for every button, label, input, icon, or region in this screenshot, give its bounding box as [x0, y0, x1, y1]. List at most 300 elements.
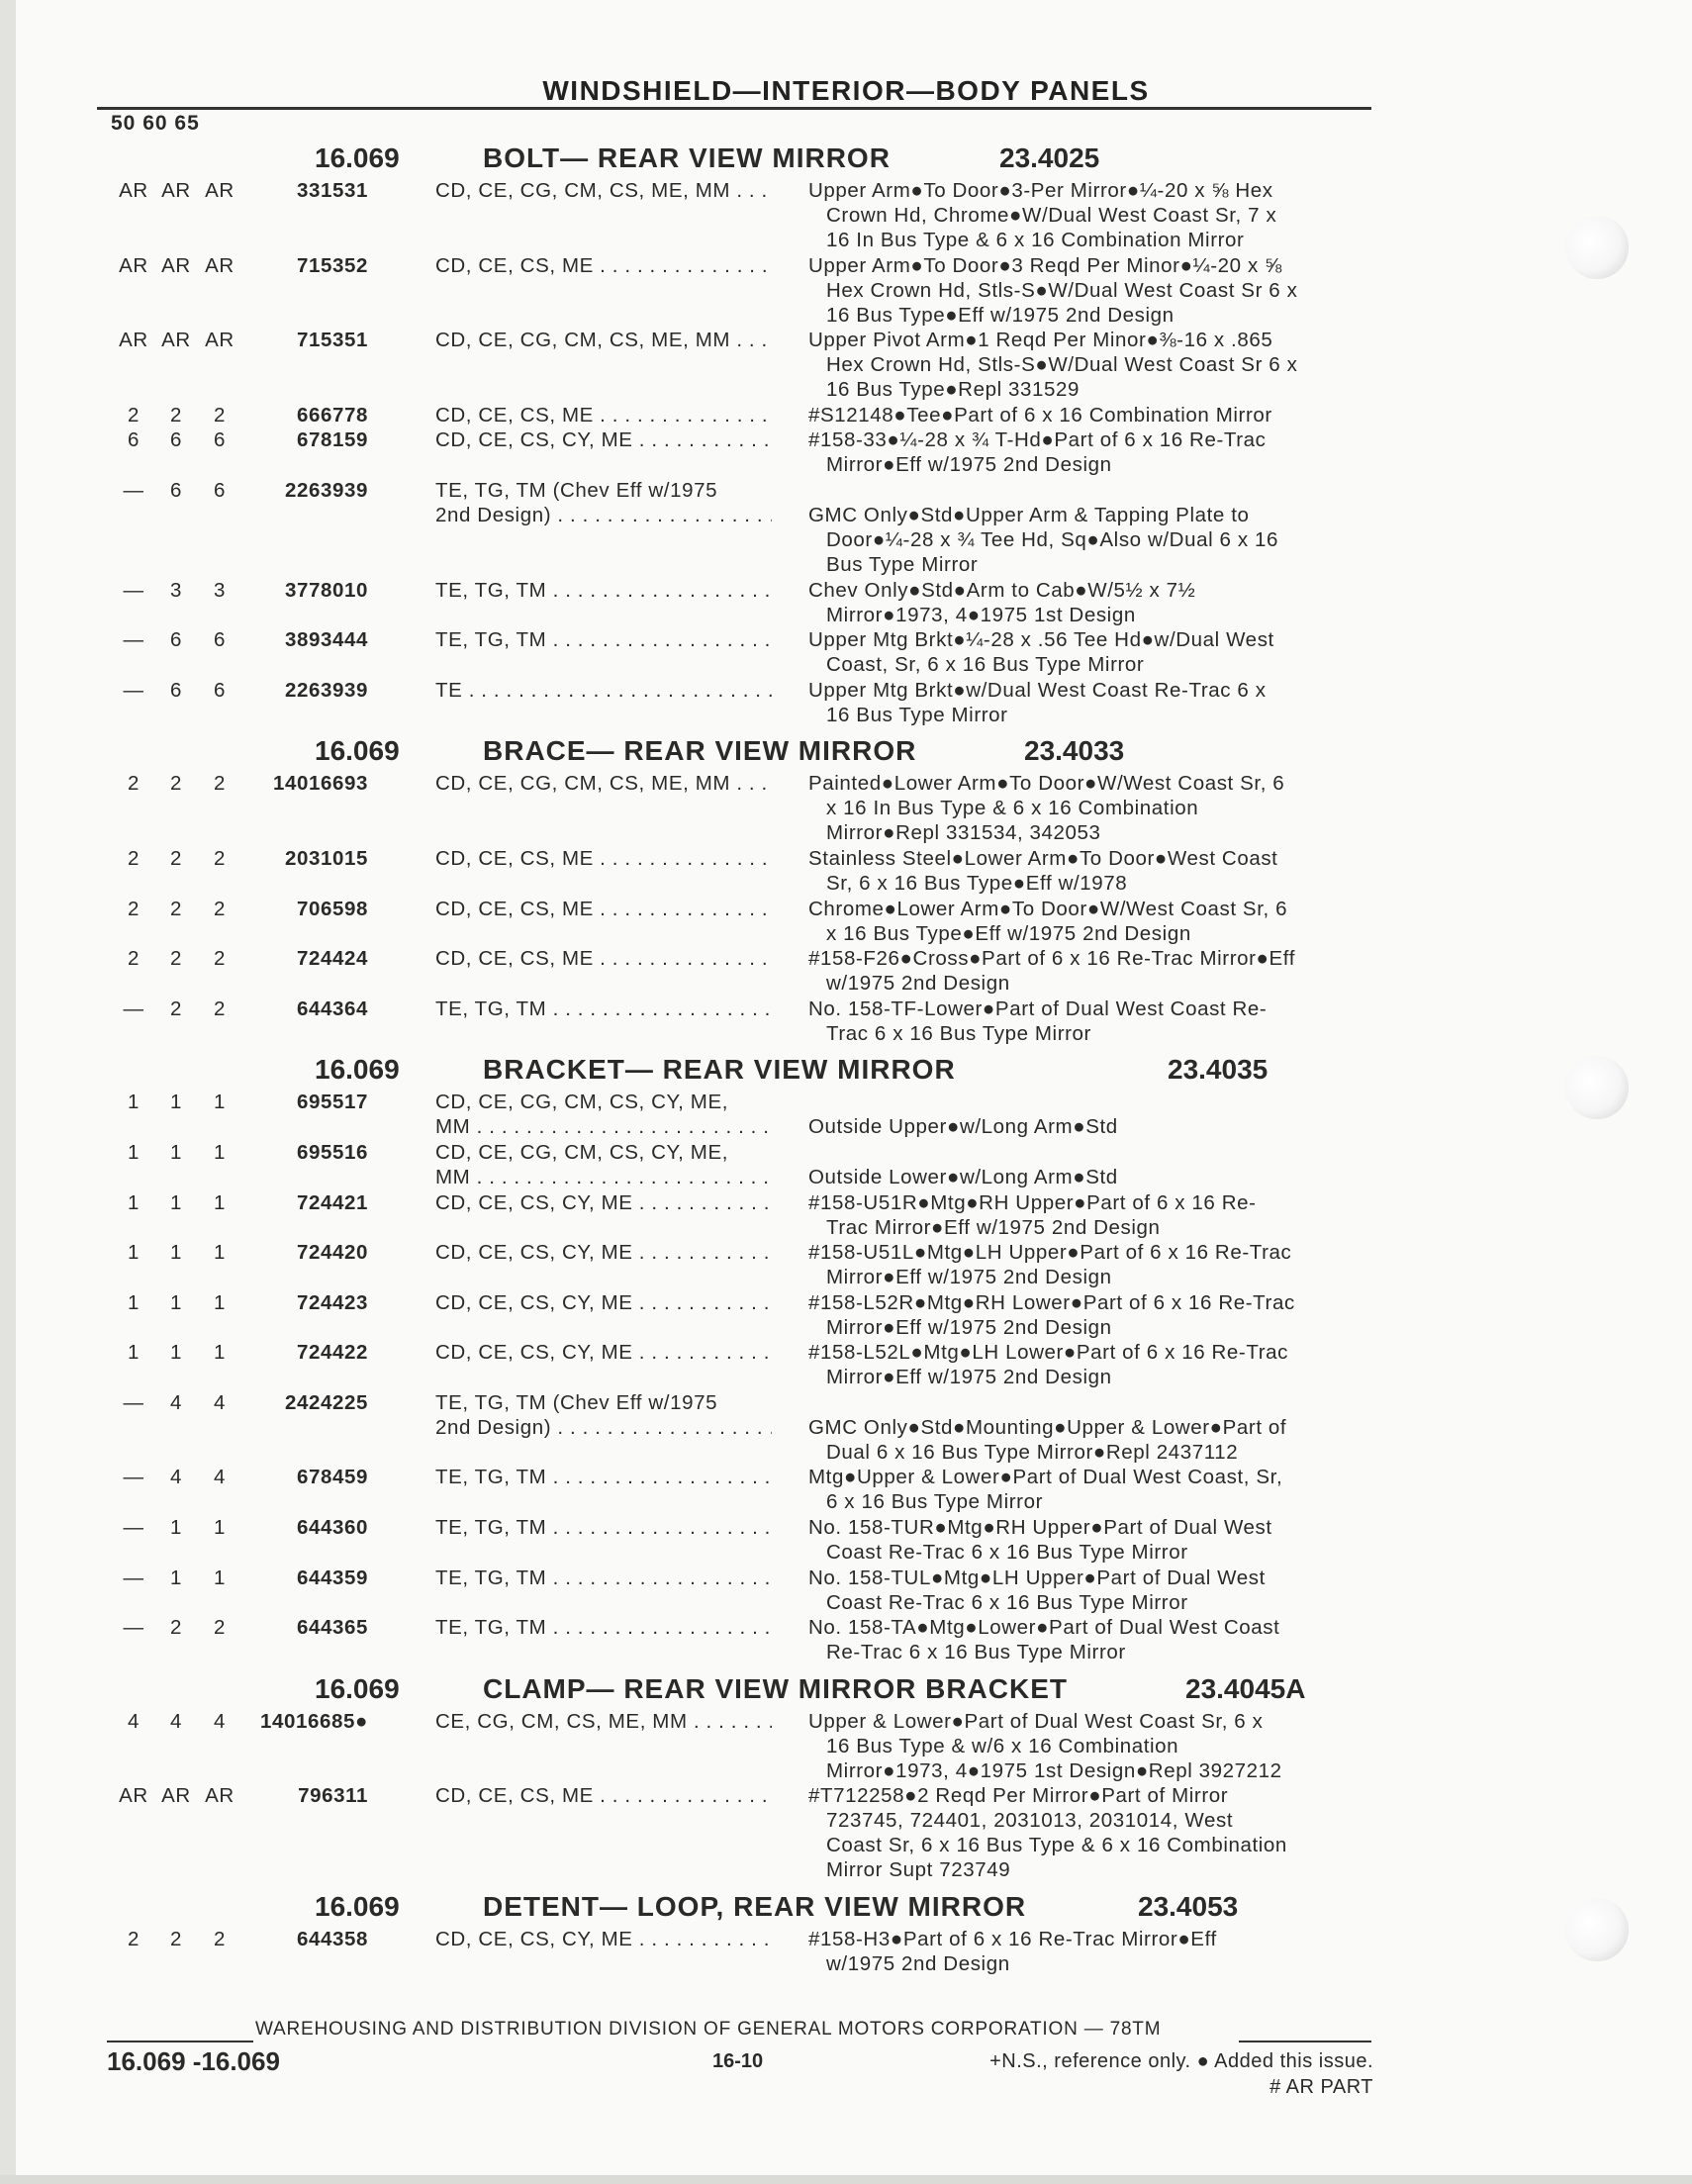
- section-number: 16.069: [315, 1891, 400, 1923]
- quantity-cell: 6: [169, 628, 182, 652]
- section-name: BOLT— REAR VIEW MIRROR: [483, 142, 891, 173]
- model-codes: [435, 1190, 772, 1215]
- part-description: [808, 427, 1377, 477]
- description-line: Upper & Lower●Part of Dual West Coast Sr, 6 x: [808, 1709, 1264, 1733]
- part-number: 715352: [296, 253, 368, 277]
- part-row: [0, 1340, 1692, 1390]
- description-line: #158-H3●Part of 6 x 16 Re-Trac Mirror●Eff: [808, 1928, 1217, 1951]
- part-row: [0, 253, 1692, 329]
- part-number: 644359: [296, 1566, 368, 1589]
- quantity-cell: 1: [127, 1341, 140, 1365]
- description-line: Mirror●Eff w/1975 2nd Design: [826, 1315, 1112, 1339]
- part-number: 724424: [296, 947, 368, 971]
- part-number: 706598: [296, 897, 368, 920]
- description-line: [808, 1390, 1377, 1415]
- quantity-cell: 1: [169, 1190, 182, 1214]
- description-line: Painted●Lower Arm●To Door●W/West Coast Sr, 6: [808, 772, 1285, 796]
- quantity-cell: 1: [213, 1341, 226, 1365]
- description-line: 16 Bus Type & w/6 x 16 Combination: [826, 1734, 1179, 1757]
- part-row: [0, 771, 1692, 846]
- part-description: [808, 846, 1377, 896]
- quantity-cell: 1: [169, 1140, 182, 1164]
- part-row: [0, 427, 1692, 478]
- model-codes-line: CD, CE, CG, CM, CS, CY, ME,: [435, 1140, 729, 1164]
- description-line: Upper Arm●To Door●3 Reqd Per Minor●¼-20 x ⅝: [808, 253, 1282, 277]
- model-codes: [435, 1709, 772, 1734]
- quantity-cell: —: [123, 1466, 144, 1489]
- part-description: [808, 578, 1377, 627]
- quantity-cell: 6: [169, 678, 182, 702]
- part-description: [808, 1190, 1377, 1240]
- page-number: 16-10: [712, 2050, 764, 2072]
- part-number: 3893444: [284, 628, 368, 652]
- quantity-cell: 3: [169, 578, 182, 602]
- section-number: 16.069: [315, 1672, 400, 1704]
- quantity-cell: 2: [169, 997, 182, 1020]
- description-line: x 16 In Bus Type & 6 x 16 Combination: [826, 797, 1199, 820]
- part-description: [808, 1340, 1377, 1389]
- model-codes: [435, 897, 772, 921]
- description-line: Upper Arm●To Door●3-Per Mirror●¼-20 x ⅝ Hex: [808, 179, 1273, 202]
- description-line: w/1975 2nd Design: [826, 1952, 1010, 1976]
- description-line: Trac 6 x 16 Bus Type Mirror: [826, 1021, 1091, 1045]
- quantity-cell: AR: [161, 179, 191, 202]
- part-description: [808, 1615, 1377, 1664]
- quantity-cell: 1: [169, 1241, 182, 1265]
- quantity-cell: 1: [127, 1140, 140, 1164]
- description-line: Chev Only●Std●Arm to Cab●W/5½ x 7½: [808, 578, 1196, 602]
- part-number: 666778: [296, 403, 368, 427]
- footer-range: 16.069 -16.069: [107, 2046, 280, 2076]
- quantity-cell: 6: [213, 428, 226, 452]
- model-codes: [435, 427, 772, 452]
- part-row: [0, 1927, 1692, 1977]
- part-row: [0, 1465, 1692, 1515]
- punch-hole: [1565, 1898, 1629, 1961]
- quantity-cell: 1: [169, 1341, 182, 1365]
- part-description: [808, 253, 1377, 328]
- quantity-cell: 4: [169, 1709, 182, 1733]
- quantity-cell: 4: [169, 1390, 182, 1414]
- quantity-cell: 1: [213, 1516, 226, 1540]
- description-line: Mtg●Upper & Lower●Part of Dual West Coast, Sr,: [808, 1466, 1283, 1489]
- model-codes-line: CD, CE, CS, ME . . .: [435, 253, 772, 278]
- model-codes-line: CD, CE, CS, ME . . .: [435, 897, 772, 921]
- quantity-cell: AR: [119, 253, 148, 277]
- description-line: Upper Pivot Arm●1 Reqd Per Minor●⅜-16 x .865: [808, 329, 1273, 352]
- model-codes: [435, 478, 772, 527]
- model-codes: [435, 328, 772, 352]
- quantity-cell: 1: [127, 1190, 140, 1214]
- part-description: [808, 178, 1377, 252]
- description-line: Door●¼-28 x ¾ Tee Hd, Sq●Also w/Dual 6 x 16: [826, 527, 1278, 551]
- description-line: Mirror●1973, 4●1975 1st Design●Repl 3927212: [826, 1758, 1282, 1782]
- section-code: 23.4025: [999, 142, 1100, 173]
- description-line: Dual 6 x 16 Bus Type Mirror●Repl 2437112: [826, 1440, 1239, 1464]
- model-codes-line: CD, CE, CS, ME . . .: [435, 403, 772, 427]
- part-row: [0, 328, 1692, 403]
- footer-rule-right: [1239, 2041, 1371, 2042]
- model-codes: [435, 1927, 772, 1951]
- model-codes: [435, 1566, 772, 1590]
- model-codes-line: CD, CE, CS, CY, ME . . .: [435, 1190, 772, 1215]
- model-codes-line: CD, CE, CS, CY, ME . . .: [435, 427, 772, 452]
- model-codes-line: CD, CE, CS, CY, ME . . .: [435, 1927, 772, 1951]
- model-codes: [435, 997, 772, 1021]
- model-codes: [435, 1240, 772, 1265]
- quantity-cell: 2: [169, 897, 182, 920]
- quantity-cell: 2: [169, 846, 182, 870]
- description-line: No. 158-TUL●Mtg●LH Upper●Part of Dual West: [808, 1566, 1266, 1589]
- model-codes: [435, 1465, 772, 1489]
- legend-note: +N.S., reference only. ● Added this issue.: [989, 2050, 1373, 2072]
- part-number: 644364: [296, 997, 368, 1020]
- model-codes-line: MM . . .: [435, 1165, 772, 1189]
- model-year-header: 50 60 65: [111, 112, 200, 135]
- part-description: [808, 627, 1377, 677]
- description-line: #158-L52R●Mtg●RH Lower●Part of 6 x 16 Re-Trac: [808, 1290, 1295, 1314]
- part-number: 14016685●: [260, 1709, 368, 1733]
- section-header: [0, 1887, 1692, 1927]
- punch-hole: [1565, 216, 1629, 279]
- model-codes: [435, 946, 772, 971]
- part-description: [808, 1783, 1377, 1882]
- page-title: WINDSHIELD—INTERIOR—BODY PANELS: [542, 75, 1150, 106]
- part-description: [808, 1390, 1377, 1465]
- model-codes-line: CD, CE, CS, CY, ME . . .: [435, 1290, 772, 1315]
- quantity-cell: 1: [213, 1241, 226, 1265]
- description-line: Coast, Sr, 6 x 16 Bus Type Mirror: [826, 653, 1145, 677]
- description-line: GMC Only●Std●Mounting●Upper & Lower●Part of: [808, 1415, 1287, 1439]
- part-description: [808, 1465, 1377, 1514]
- description-line: Outside Lower●w/Long Arm●Std: [808, 1165, 1118, 1188]
- quantity-cell: AR: [119, 179, 148, 202]
- part-row: [0, 1140, 1692, 1190]
- quantity-cell: 6: [213, 678, 226, 702]
- quantity-cell: 2: [169, 947, 182, 971]
- quantity-cell: 1: [169, 1566, 182, 1589]
- model-codes-line: TE, TG, TM . . .: [435, 627, 772, 652]
- description-line: Mirror●Eff w/1975 2nd Design: [826, 1266, 1112, 1289]
- part-number: 644360: [296, 1516, 368, 1540]
- quantity-cell: —: [123, 997, 144, 1020]
- description-line: Hex Crown Hd, Stls-S●W/Dual West Coast Sr 6 x: [826, 353, 1298, 377]
- model-codes-line: CD, CE, CS, ME . . .: [435, 946, 772, 971]
- part-description: [808, 1566, 1377, 1615]
- part-row: [0, 1615, 1692, 1665]
- quantity-cell: 2: [127, 897, 140, 920]
- part-row: [0, 997, 1692, 1047]
- part-row: [0, 1515, 1692, 1566]
- part-number: 2031015: [284, 846, 368, 870]
- part-description: [808, 1515, 1377, 1565]
- model-codes-line: CD, CE, CS, CY, ME . . .: [435, 1340, 772, 1365]
- description-line: Bus Type Mirror: [826, 552, 979, 576]
- section-number: 16.069: [315, 142, 400, 173]
- part-row: [0, 578, 1692, 628]
- model-codes-line: TE, TG, TM . . .: [435, 997, 772, 1021]
- quantity-cell: AR: [119, 1784, 148, 1808]
- quantity-cell: 1: [169, 1091, 182, 1114]
- quantity-cell: 2: [127, 846, 140, 870]
- quantity-cell: 2: [213, 846, 226, 870]
- part-number: 715351: [296, 329, 368, 352]
- model-codes-line: TE, TG, TM . . .: [435, 578, 772, 603]
- model-codes: [435, 1140, 772, 1189]
- model-codes-line: CD, CE, CS, ME . . .: [435, 846, 772, 871]
- part-row: [0, 897, 1692, 947]
- part-description: [808, 403, 1377, 427]
- description-line: Mirror●Eff w/1975 2nd Design: [826, 1366, 1112, 1389]
- quantity-cell: 6: [169, 428, 182, 452]
- description-line: 16 Bus Type●Repl 331529: [826, 378, 1081, 402]
- model-codes-line: CD, CE, CG, CM, CS, CY, ME,: [435, 1091, 729, 1114]
- part-number: 678159: [296, 428, 368, 452]
- part-number: 724421: [296, 1190, 368, 1214]
- description-line: 16 In Bus Type & 6 x 16 Combination Mirror: [826, 229, 1245, 251]
- part-row: [0, 846, 1692, 897]
- part-number: 2263939: [284, 678, 368, 702]
- part-row: [0, 1190, 1692, 1241]
- description-line: No. 158-TUR●Mtg●RH Upper●Part of Dual West: [808, 1516, 1272, 1540]
- description-line: [808, 1140, 1377, 1165]
- quantity-cell: 2: [169, 1928, 182, 1951]
- description-line: Re-Trac 6 x 16 Bus Type Mirror: [826, 1641, 1126, 1664]
- part-number: 695516: [296, 1140, 368, 1164]
- quantity-cell: 1: [213, 1140, 226, 1164]
- model-codes: [435, 771, 772, 796]
- part-number: 644358: [296, 1928, 368, 1951]
- model-codes-line: CD, CE, CG, CM, CS, ME, MM . . .: [435, 328, 772, 352]
- model-codes-line: TE, TG, TM . . .: [435, 1615, 772, 1640]
- model-codes: [435, 1340, 772, 1365]
- part-row: [0, 403, 1692, 428]
- section-name: DETENT— LOOP, REAR VIEW MIRROR: [483, 1891, 1027, 1923]
- part-number: 724423: [296, 1290, 368, 1314]
- part-description: [808, 1140, 1377, 1189]
- model-codes-line: TE . . .: [435, 678, 772, 703]
- footer-legend: [989, 2048, 1373, 2100]
- description-line: #158-L52L●Mtg●LH Lower●Part of 6 x 16 Re-Trac: [808, 1341, 1288, 1365]
- section-number: 16.069: [315, 735, 400, 767]
- description-line: Stainless Steel●Lower Arm●To Door●West Coast: [808, 846, 1278, 870]
- description-line: #T712258●2 Reqd Per Mirror●Part of Mirror: [808, 1784, 1229, 1808]
- model-codes: [435, 178, 772, 203]
- description-line: #S12148●Tee●Part of 6 x 16 Combination Mirror: [808, 403, 1272, 427]
- model-codes: [435, 1615, 772, 1640]
- description-line: Mirror●Repl 331534, 342053: [826, 821, 1101, 845]
- description-line: w/1975 2nd Design: [826, 972, 1010, 996]
- legend-ar-part: # AR PART: [1269, 2076, 1373, 2098]
- part-row: [0, 1290, 1692, 1341]
- quantity-cell: AR: [205, 1784, 235, 1808]
- description-line: 16 Bus Type Mirror: [826, 703, 1008, 726]
- quantity-cell: 2: [213, 997, 226, 1020]
- model-codes-line: TE, TG, TM . . .: [435, 1515, 772, 1540]
- model-codes: [435, 1515, 772, 1540]
- model-codes: [435, 1390, 772, 1440]
- part-number: 724420: [296, 1241, 368, 1265]
- quantity-cell: AR: [119, 329, 148, 352]
- quantity-cell: 3: [213, 578, 226, 602]
- part-row: [0, 946, 1692, 997]
- part-row: [0, 1090, 1692, 1140]
- model-codes: [435, 1090, 772, 1139]
- parts-catalog: [0, 135, 1692, 1977]
- description-line: #158-F26●Cross●Part of 6 x 16 Re-Trac Mirror●Eff: [808, 947, 1296, 971]
- model-codes-line: CD, CE, CS, ME . . .: [435, 1783, 772, 1808]
- model-codes-line: CD, CE, CG, CM, CS, ME, MM . . .: [435, 771, 772, 796]
- section-name: BRACKET— REAR VIEW MIRROR: [483, 1054, 956, 1086]
- description-line: #158-U51R●Mtg●RH Upper●Part of 6 x 16 Re-: [808, 1190, 1257, 1214]
- description-line: Mirror●Eff w/1975 2nd Design: [826, 453, 1112, 477]
- quantity-cell: 4: [213, 1390, 226, 1414]
- quantity-cell: 2: [169, 772, 182, 796]
- model-codes: [435, 846, 772, 871]
- quantity-cell: 4: [127, 1709, 140, 1733]
- part-description: [808, 997, 1377, 1046]
- quantity-cell: 2: [127, 403, 140, 427]
- part-row: [0, 678, 1692, 728]
- model-codes-line: CD, CE, CG, CM, CS, ME, MM . . .: [435, 178, 772, 203]
- section-header: [0, 731, 1692, 771]
- section-code: 23.4035: [1168, 1054, 1269, 1086]
- description-line: Upper Mtg Brkt●¼-28 x .56 Tee Hd●w/Dual West: [808, 628, 1274, 652]
- quantity-cell: 2: [213, 897, 226, 920]
- quantity-cell: 4: [213, 1709, 226, 1733]
- quantity-cell: —: [123, 1566, 144, 1589]
- quantity-cell: AR: [161, 1784, 191, 1808]
- part-number: 796311: [298, 1784, 368, 1808]
- quantity-cell: 2: [213, 1616, 226, 1640]
- description-line: GMC Only●Std●Upper Arm & Tapping Plate to: [808, 503, 1250, 526]
- section-name: CLAMP— REAR VIEW MIRROR BRACKET: [483, 1672, 1068, 1704]
- section-code: 23.4045A: [1185, 1672, 1306, 1704]
- quantity-cell: 1: [213, 1290, 226, 1314]
- model-codes-line: TE, TG, TM (Chev Eff w/1975: [435, 478, 718, 502]
- part-row: [0, 478, 1692, 578]
- description-line: 723745, 724401, 2031013, 2031014, West: [826, 1809, 1234, 1833]
- quantity-cell: 1: [127, 1091, 140, 1114]
- description-line: Chrome●Lower Arm●To Door●W/West Coast Sr, 6: [808, 897, 1288, 920]
- description-line: 6 x 16 Bus Type Mirror: [826, 1490, 1044, 1514]
- part-row: [0, 1240, 1692, 1290]
- quantity-cell: 2: [169, 1616, 182, 1640]
- quantity-cell: AR: [161, 253, 191, 277]
- quantity-cell: 6: [213, 478, 226, 502]
- quantity-cell: —: [123, 578, 144, 602]
- section-code: 23.4033: [1024, 735, 1125, 767]
- description-line: Sr, 6 x 16 Bus Type●Eff w/1978: [826, 871, 1128, 895]
- description-line: No. 158-TA●Mtg●Lower●Part of Dual West Coast: [808, 1616, 1280, 1640]
- section-header: [0, 1050, 1692, 1090]
- quantity-cell: 1: [127, 1241, 140, 1265]
- part-row: [0, 1783, 1692, 1883]
- footer-division: WAREHOUSING AND DISTRIBUTION DIVISION OF GENERAL MOTORS CORPORATION — 78TM: [255, 2019, 1162, 2040]
- model-codes-line: MM . . .: [435, 1114, 772, 1139]
- description-line: 16 Bus Type●Eff w/1975 2nd Design: [826, 303, 1175, 327]
- description-line: [808, 1090, 1377, 1114]
- section-code: 23.4053: [1138, 1891, 1239, 1923]
- part-description: [808, 771, 1377, 845]
- quantity-cell: AR: [205, 329, 235, 352]
- model-codes: [435, 1290, 772, 1315]
- part-row: [0, 1566, 1692, 1616]
- quantity-cell: 2: [213, 772, 226, 796]
- part-number: 695517: [296, 1091, 368, 1114]
- description-line: Hex Crown Hd, Stls-S●W/Dual West Coast Sr 6 x: [826, 278, 1298, 302]
- description-line: #158-33●¼-28 x ¾ T-Hd●Part of 6 x 16 Re-Trac: [808, 428, 1267, 452]
- quantity-cell: —: [123, 678, 144, 702]
- description-line: x 16 Bus Type●Eff w/1975 2nd Design: [826, 921, 1191, 945]
- part-description: [808, 1240, 1377, 1289]
- description-line: No. 158-TF-Lower●Part of Dual West Coast Re-: [808, 997, 1268, 1020]
- quantity-cell: 1: [169, 1516, 182, 1540]
- model-codes-line: TE, TG, TM (Chev Eff w/1975: [435, 1390, 718, 1414]
- section-header: [0, 1669, 1692, 1709]
- model-codes-line: 2nd Design) . . .: [435, 503, 772, 527]
- description-line: #158-U51L●Mtg●LH Upper●Part of 6 x 16 Re-Trac: [808, 1241, 1292, 1265]
- model-codes: [435, 403, 772, 427]
- part-number: 644365: [296, 1616, 368, 1640]
- part-number: 3778010: [284, 578, 368, 602]
- quantity-cell: AR: [205, 179, 235, 202]
- header-rule: [97, 107, 1371, 110]
- description-line: Upper Mtg Brkt●w/Dual West Coast Re-Trac 6 x: [808, 678, 1267, 702]
- part-description: [808, 478, 1377, 577]
- part-description: [808, 1709, 1377, 1783]
- model-codes: [435, 1783, 772, 1808]
- section-header: [0, 139, 1692, 178]
- part-row: [0, 1390, 1692, 1466]
- model-codes: [435, 678, 772, 703]
- description-line: Coast Re-Trac 6 x 16 Bus Type Mirror: [826, 1590, 1188, 1614]
- punch-hole: [1565, 1056, 1629, 1119]
- part-number: 2263939: [284, 478, 368, 502]
- model-codes-line: 2nd Design) . . .: [435, 1415, 772, 1440]
- section-name: BRACE— REAR VIEW MIRROR: [483, 735, 917, 767]
- model-codes: [435, 627, 772, 652]
- part-description: [808, 1927, 1377, 1976]
- description-line: Mirror Supt 723749: [826, 1858, 1011, 1882]
- description-line: Mirror●1973, 4●1975 1st Design: [826, 603, 1136, 626]
- part-number: 331531: [296, 179, 368, 202]
- quantity-cell: 1: [169, 1290, 182, 1314]
- quantity-cell: 2: [127, 1928, 140, 1951]
- quantity-cell: 2: [169, 403, 182, 427]
- quantity-cell: 1: [213, 1566, 226, 1589]
- part-description: [808, 1290, 1377, 1340]
- model-codes-line: CE, CG, CM, CS, ME, MM . . .: [435, 1709, 772, 1734]
- model-codes: [435, 253, 772, 278]
- description-line: Coast Re-Trac 6 x 16 Bus Type Mirror: [826, 1541, 1188, 1565]
- page-bottom-edge: [0, 2175, 1692, 2184]
- part-number: 678459: [296, 1466, 368, 1489]
- quantity-cell: —: [123, 628, 144, 652]
- part-number: 2424225: [284, 1390, 368, 1414]
- quantity-cell: 4: [169, 1466, 182, 1489]
- model-codes-line: TE, TG, TM . . .: [435, 1566, 772, 1590]
- footer-rule-left: [107, 2041, 253, 2042]
- description-line: Crown Hd, Chrome●W/Dual West Coast Sr, 7 x: [826, 204, 1277, 227]
- quantity-cell: 2: [213, 947, 226, 971]
- model-codes-line: CD, CE, CS, CY, ME . . .: [435, 1240, 772, 1265]
- quantity-cell: 2: [213, 1928, 226, 1951]
- part-row: [0, 627, 1692, 678]
- part-description: [808, 678, 1377, 727]
- quantity-cell: 6: [169, 478, 182, 502]
- section-number: 16.069: [315, 1054, 400, 1086]
